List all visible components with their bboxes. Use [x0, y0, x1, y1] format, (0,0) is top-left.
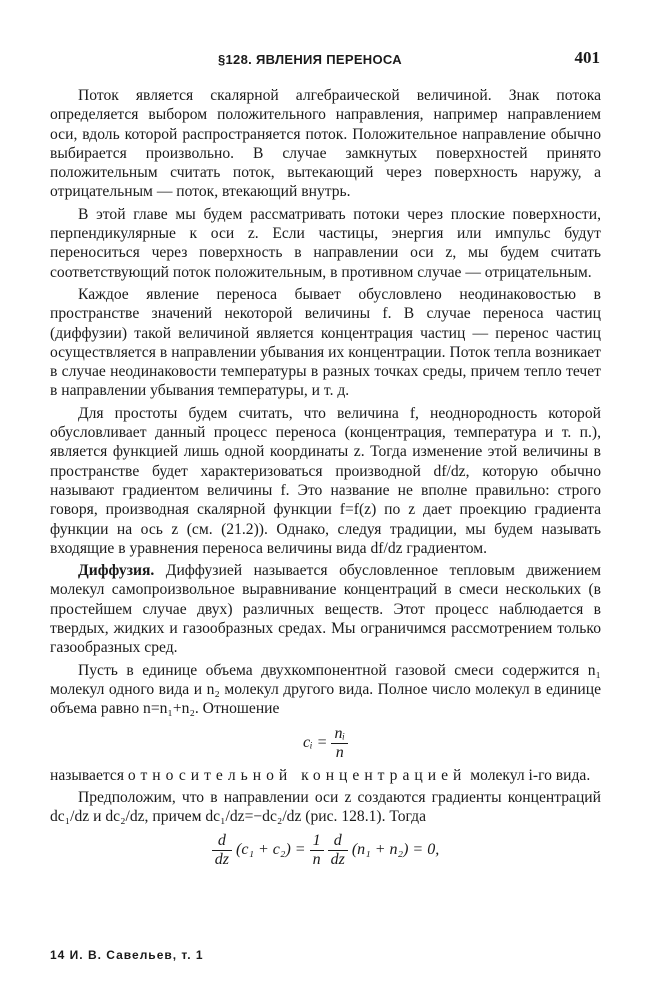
reciprocal-denominator: n: [312, 851, 321, 869]
paragraph-flux-scalar: Поток является скалярной алгебраической величиной. Знак потока определяется выбором положительного направления, например направлением оси, вдоль которой распространяется поток. Положительное направление обычно выбирается произвольно. В случае замкнутых поверхностей принято положительным считать поток, вытекающий через поверхность наружу, а отрицательным — поток, втекающий внутрь.: [50, 87, 601, 201]
fraction-denominator: n: [335, 743, 344, 761]
text-before: называется: [50, 766, 128, 784]
derivative-fraction: [212, 832, 232, 869]
paragraph-gradient: Для простоты будем считать, что величина f, неоднородность которой обусловливает данный процесс переноса (концентрация, температура и т. п.), является функцией лишь одной координаты z. Тогда изменение этой величины в пространстве будет характеризоваться производной df/dz, которую обычно называют градиентом величины f. Это название не вполне правильно: строго говоря, производная скалярной функции f=f(z) по z дает проекцию градиента функции на ось z (см. (21.2)). Однако, следуя традиции, мы будем называть входящие в уравнения переноса величины вида df/dz градиентом.: [50, 404, 601, 557]
reciprocal-fraction: [310, 832, 324, 869]
derivative-numerator: d: [212, 832, 232, 851]
paragraph-flat-surfaces: В этой главе мы будем рассматривать потоки через плоские поверхности, перпендикулярные к оси z. Если частицы, энергия или импульс будут переноситься через поверхность в направлении оси z, мы будем считать соответствующий поток положительным, в противном случае — отрицательным.: [50, 205, 601, 281]
page-footer-signature: 14 И. В. Савельев, т. 1: [50, 948, 204, 962]
body-text: [50, 86, 601, 873]
paragraph-two-component: Пусть в единице объема двухкомпонентной газовой смеси содержится n₁ молекул одного вида и n₂ молекул другого вида. Полное число молекул в единице объема равно n=n₁+n₂. Отношение: [50, 661, 601, 718]
formula-lhs: cᵢ =: [303, 733, 332, 751]
formula-middle: (c₁ + c₂) =: [236, 841, 310, 859]
page-number: 401: [574, 48, 600, 67]
paragraph-relative-concentration: [50, 766, 601, 785]
reciprocal-numerator: 1: [310, 832, 324, 851]
derivative-numerator-2: d: [328, 832, 348, 851]
diffusion-text: Диффузией называется обусловленное тепловым движением молекул самопроизвольное выравнивание концентраций в смеси нескольких (в простейшем случае двух) различных веществ. Этот процесс наблюдается в твердых, жидких и газообразных средах. Мы ограничимся рассмотрением только газообразных сред.: [50, 562, 601, 657]
fraction-numerator: nᵢ: [331, 725, 348, 744]
paragraph-gradients: Предположим, что в направлении оси z создаются градиенты концентраций dc₁/dz и dc₂/dz, причем dc₁/dz=−dc₂/dz (рис. 128.1). Тогда: [50, 788, 601, 826]
derivative-denominator-2: dz: [330, 851, 345, 869]
diffusion-term: Диффузия.: [78, 562, 155, 580]
derivative-denominator: dz: [214, 851, 230, 869]
page-header: [0, 48, 657, 72]
formula-relative-concentration: [50, 725, 601, 762]
paragraph-nonuniformity: Каждое явление переноса бывает обусловлено неодинаковостью в пространстве значений некоторой величины f. В случае переноса частиц (диффузии) такой величиной является концентрация частиц — перенос частиц осуществляется в направлении убывания их концентрации. Поток тепла возникает в случае неодинаковости температуры в разных точках среды, причем тепло течет в направлении убывания температуры, и т. д.: [50, 285, 601, 400]
fraction: [331, 725, 348, 762]
paragraph-diffusion: [50, 561, 601, 657]
derivative-fraction-2: [328, 832, 348, 869]
section-title: §128. ЯВЛЕНИЯ ПЕРЕНОСА: [218, 52, 402, 67]
text-after: молекул i-го вида.: [466, 766, 591, 784]
formula-sum-derivative: [50, 832, 601, 869]
formula-end: (n₁ + n₂) = 0,: [351, 841, 440, 859]
spaced-term: относительной концентрацией: [127, 766, 467, 784]
